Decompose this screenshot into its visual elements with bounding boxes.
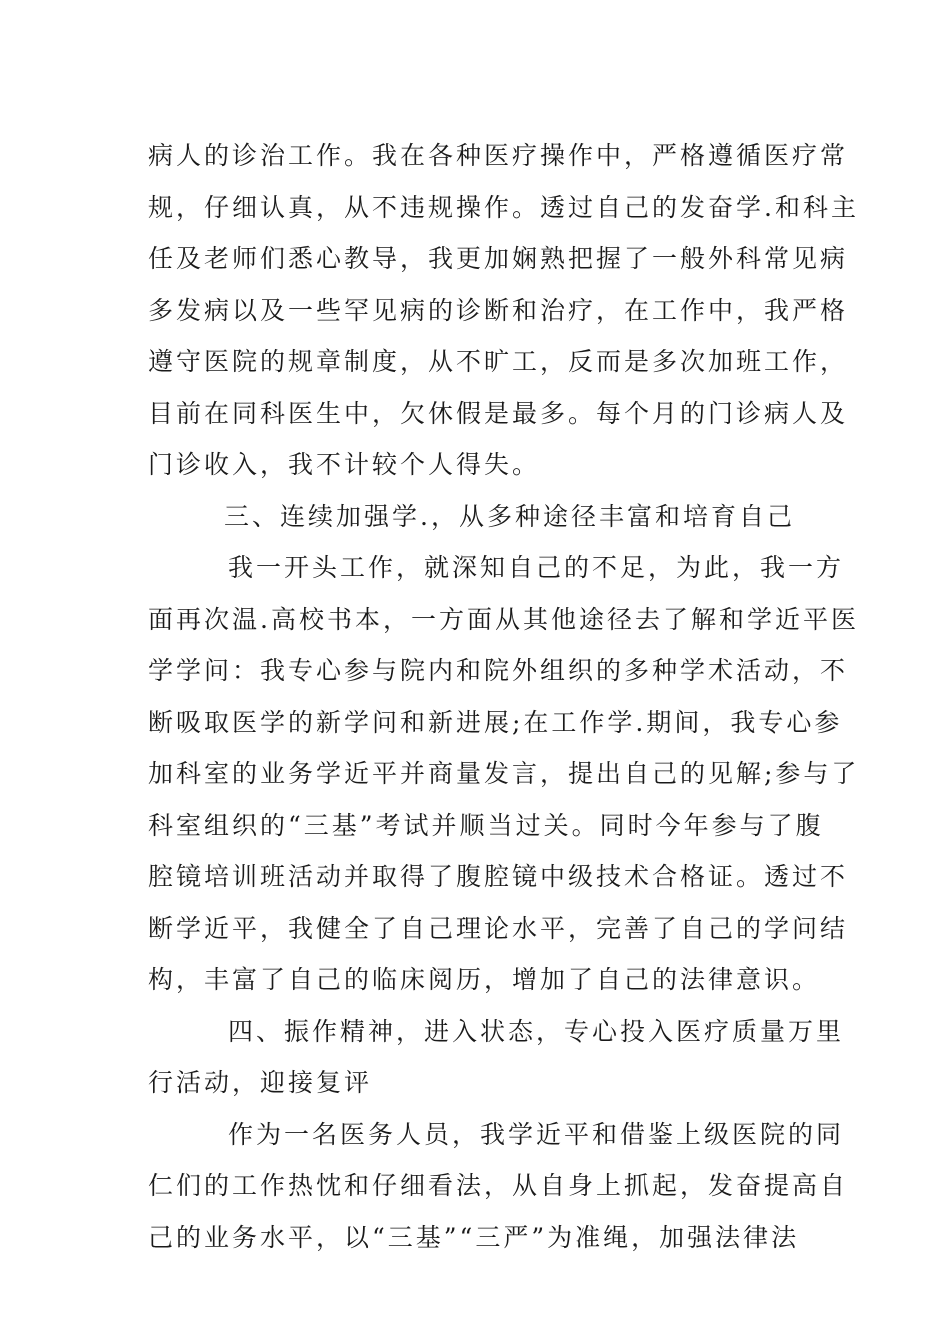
section-heading-4-cont: 行活动，迎接复评 <box>148 1068 373 1097</box>
text-line: 规，仔细认真，从不违规操作。透过自己的发奋学.和科主 <box>148 192 859 222</box>
text-line: 面再次温.高校书本，一方面从其他途径去了解和学近平医 <box>148 604 859 634</box>
text-line: 断学近平，我健全了自己理论水平，完善了自己的学问结 <box>148 913 849 943</box>
text-line: 目前在同科医生中，欠休假是最多。每个月的门诊病人及 <box>148 398 849 428</box>
text-line: 腔镜培训班活动并取得了腹腔镜中级技术合格证。透过不 <box>148 862 849 891</box>
text-line: 仁们的工作热忱和仔细看法，从自身上抓起，发奋提高自 <box>148 1171 849 1200</box>
text-line: 任及老师们悉心教导，我更加娴熟把握了一般外科常见病 <box>148 244 849 273</box>
section-heading-3: 三、连续加强学.，从多种途径丰富和培育自己 <box>224 501 795 531</box>
text-line: 门诊收入，我不计较个人得失。 <box>148 450 541 479</box>
text-line: 多发病以及一些罕见病的诊断和治疗，在工作中，我严格 <box>148 295 849 325</box>
section-heading-4: 四、振作精神，进入状态，专心投入医疗质量万里 <box>228 1016 845 1046</box>
body-text <box>148 130 860 1263</box>
text-line: 病人的诊治工作。我在各种医疗操作中，严格遵循医疗常 <box>148 141 849 170</box>
text-line: 遵守医院的规章制度，从不旷工，反而是多次加班工作， <box>148 347 849 376</box>
text-line: 科室组织的“三基”考试并顺当过关。同时今年参与了腹 <box>148 810 824 840</box>
text-line: 己的业务水平，以“三基”“三严”为准绳，加强法律法 <box>148 1222 800 1252</box>
text-line: 加科室的业务学近平并商量发言，提出自己的见解;参与了 <box>148 759 860 788</box>
text-line: 构，丰富了自己的临床阅历，增加了自己的法律意识。 <box>148 965 821 994</box>
text-line: 作为一名医务人员，我学近平和借鉴上级医院的同 <box>228 1119 845 1149</box>
text-line: 断吸取医学的新学问和新进展;在工作学.期间，我专心参 <box>148 707 843 737</box>
text-line: 我一开头工作，就深知自己的不足，为此，我一方 <box>228 553 845 582</box>
text-line: 学学问：我专心参与院内和院外组织的多种学术活动，不 <box>148 656 849 685</box>
